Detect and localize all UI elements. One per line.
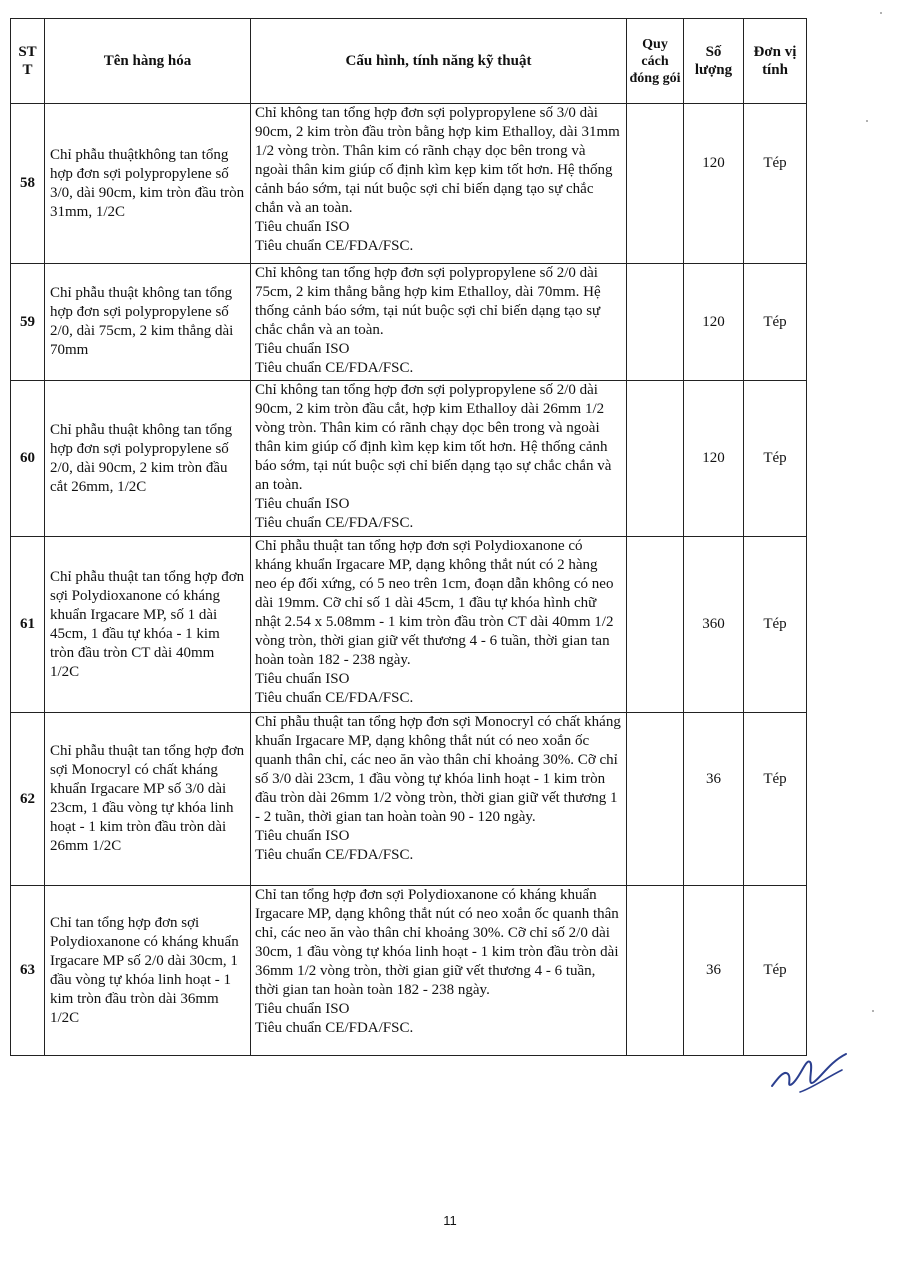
spec-standard: Tiêu chuẩn CE/FDA/FSC. — [255, 690, 414, 706]
row-product-name: Chỉ phẫu thuật không tan tổng hợp đơn sợi polypropylene số 2/0, dài 90cm, 2 kim tròn đầu cắt 26mm, 1/2C — [45, 381, 251, 537]
row-unit-value: Tép — [763, 962, 787, 978]
row-quantity — [684, 264, 744, 381]
spec-description: Chỉ không tan tổng hợp đơn sợi polypropylene số 3/0 dài 90cm, 2 kim tròn đầu tròn bằng hợp kim Ethalloy, dài 31mm 1/2 vòng tròn. Thân kim có rãnh chạy dọc bên trong và ngoài thân kim giúp cố định kìm kẹp kim tốt hơn. Hệ thống cảnh báo sớm, tại nút buộc sợi chỉ biến dạng tạo sự chắc chắn và an toàn. — [255, 105, 620, 216]
row-unit-value: Tép — [763, 616, 787, 632]
row-quantity-value: 36 — [706, 962, 721, 978]
page-number: 11 — [443, 1213, 457, 1228]
row-packaging — [627, 381, 684, 537]
row-unit-value: Tép — [763, 770, 787, 787]
row-unit-value: Tép — [763, 155, 787, 171]
row-unit — [744, 104, 807, 264]
table-row — [11, 381, 807, 537]
table-row — [11, 537, 807, 713]
row-packaging — [627, 264, 684, 381]
row-quantity-value: 360 — [702, 616, 725, 632]
spec-standard: Tiêu chuẩn CE/FDA/FSC. — [255, 515, 414, 531]
row-quantity-value: 120 — [702, 155, 725, 171]
row-stt: 59 — [11, 264, 45, 381]
row-quantity-value: 36 — [706, 770, 721, 787]
spec-standard: Tiêu chuẩn ISO — [255, 1001, 350, 1017]
row-unit — [744, 264, 807, 381]
row-quantity — [684, 381, 744, 537]
header-product-name: Tên hàng hóa — [45, 19, 251, 104]
table-row — [11, 886, 807, 1056]
spec-description: Chỉ không tan tổng hợp đơn sợi polypropylene số 2/0 dài 75cm, 2 kim thẳng bằng hợp kim Ethalloy, dài 70mm. Hệ thống cảnh báo sớm, tại nút buộc sợi chỉ biến dạng tạo sự chắc chắn và an toàn. — [255, 265, 601, 338]
spec-description: Chỉ tan tổng hợp đơn sợi Polydioxanone có kháng khuẩn Irgacare MP, dạng không thắt nút có neo xoắn ốc quanh thân chỉ, các neo ăn vào thân chỉ khoảng 30%. Cỡ chỉ số 2/0 dài 30cm, 1 đầu vòng tự khóa linh hoạt - 1 kim tròn đầu tròn dài 36mm 1/2 vòng tròn, thời gian giữ vết thương 4 - 6 tuần, thời gian tan hoàn toàn 182 - 238 ngày. — [255, 887, 619, 998]
row-unit — [744, 537, 807, 713]
header-quantity: Số lượng — [684, 19, 744, 104]
scan-speck — [866, 120, 868, 122]
spec-standard: Tiêu chuẩn CE/FDA/FSC. — [255, 238, 414, 254]
row-packaging — [627, 537, 684, 713]
product-spec-table — [10, 18, 807, 1056]
row-specification — [251, 886, 627, 1056]
row-stt: 60 — [11, 381, 45, 537]
spec-description: Chỉ không tan tổng hợp đơn sợi polypropylene số 2/0 dài 90cm, 2 kim tròn đầu cắt, hợp kim Ethalloy dài 26mm 1/2 vòng tròn. Thân kim có rãnh chạy dọc bên trong và ngoài thân kim giúp cố định kìm kẹp kim tốt hơn. Hệ thống cảnh báo sớm, tại nút buộc sợi chỉ biến dạng tạo sự chắc chắn và an toàn. — [255, 382, 612, 493]
table-row — [11, 104, 807, 264]
header-stt: ST T — [11, 19, 45, 104]
row-stt: 62 — [11, 713, 45, 886]
header-packaging: Quy cách đóng gói — [627, 19, 684, 104]
spec-standard: Tiêu chuẩn ISO — [255, 219, 350, 235]
spec-standard: Tiêu chuẩn ISO — [255, 496, 350, 512]
row-unit — [744, 713, 807, 886]
table-row — [11, 713, 807, 886]
signature-icon — [770, 1048, 850, 1098]
row-specification — [251, 104, 627, 264]
spec-standard: Tiêu chuẩn CE/FDA/FSC. — [255, 847, 414, 863]
spec-standard: Tiêu chuẩn ISO — [255, 671, 350, 687]
row-product-name: Chỉ phẫu thuật tan tổng hợp đơn sợi Polydioxanone có kháng khuẩn Irgacare MP, số 1 dài 45cm, 1 đầu tự khóa - 1 kim tròn đầu tròn CT dài 40mm 1/2C — [45, 537, 251, 713]
row-unit-value: Tép — [763, 313, 787, 330]
header-unit: Đơn vị tính — [744, 19, 807, 104]
row-quantity-value: 120 — [702, 450, 725, 466]
row-product-name: Chỉ phẫu thuật tan tổng hợp đơn sợi Monocryl có chất kháng khuẩn Irgacare MP số 3/0 dài 23cm, 1 đầu vòng tự khóa linh hoạt - 1 kim tròn đầu tròn dài 26mm 1/2C — [45, 713, 251, 886]
row-stt: 63 — [11, 886, 45, 1056]
header-specification: Cấu hình, tính năng kỹ thuật — [251, 19, 627, 104]
row-quantity — [684, 104, 744, 264]
scan-speck — [880, 12, 882, 14]
row-quantity-value: 120 — [702, 313, 725, 330]
row-packaging — [627, 886, 684, 1056]
spec-standard: Tiêu chuẩn CE/FDA/FSC. — [255, 360, 414, 376]
row-product-name: Chỉ phẫu thuậtkhông tan tổng hợp đơn sợi polypropylene số 3/0, dài 90cm, kim tròn đầu tròn 31mm, 1/2C — [45, 104, 251, 264]
row-quantity — [684, 537, 744, 713]
row-specification — [251, 713, 627, 886]
row-product-name: Chỉ phẫu thuật không tan tổng hợp đơn sợi polypropylene số 2/0, dài 75cm, 2 kim thẳng dài 70mm — [45, 264, 251, 381]
row-packaging — [627, 104, 684, 264]
row-specification — [251, 537, 627, 713]
row-unit — [744, 381, 807, 537]
spec-standard: Tiêu chuẩn ISO — [255, 341, 350, 357]
row-unit-value: Tép — [763, 450, 787, 466]
row-stt: 61 — [11, 537, 45, 713]
row-specification — [251, 264, 627, 381]
spec-standard: Tiêu chuẩn CE/FDA/FSC. — [255, 1020, 414, 1036]
row-quantity — [684, 713, 744, 886]
scan-speck — [872, 1010, 874, 1012]
table-header-row — [11, 19, 807, 104]
spec-description: Chỉ phẫu thuật tan tổng hợp đơn sợi Polydioxanone có kháng khuẩn Irgacare MP, dạng không thắt nút có 2 hàng neo ép đối xứng, có 5 neo trên 1cm, đoạn dẫn không có neo dài 19mm. Cỡ chỉ số 1 dài 45cm, 1 đầu tự khóa hình chữ nhật 2.54 x 5.08mm - 1 kim tròn đầu tròn CT dài 40mm 1/2 vòng tròn, thời gian giữ vết thương 4 - 6 tuần, thời gian tan hoàn toàn 182 - 238 ngày. — [255, 538, 614, 668]
spec-standard: Tiêu chuẩn ISO — [255, 828, 350, 844]
row-stt: 58 — [11, 104, 45, 264]
spec-description: Chỉ phẫu thuật tan tổng hợp đơn sợi Monocryl có chất kháng khuẩn Irgacare MP, dạng không thắt nút có neo xoắn ốc quanh thân chỉ, các neo ăn vào thân chỉ khoảng 30%. Cỡ chỉ số 3/0 dài 23cm, 1 đầu vòng tự khóa linh hoạt - 1 kim tròn đầu tròn dài 26mm 1/2 vòng tròn, thời gian giữ vết thương 1 - 2 tuần, thời gian tan hoàn toàn 90 - 120 ngày. — [255, 714, 621, 825]
row-specification — [251, 381, 627, 537]
row-unit — [744, 886, 807, 1056]
row-quantity — [684, 886, 744, 1056]
row-product-name: Chỉ tan tổng hợp đơn sợi Polydioxanone có kháng khuẩn Irgacare MP số 2/0 dài 30cm, 1 đầu vòng tự khóa linh hoạt - 1 kim tròn đầu tròn dài 36mm 1/2C — [45, 886, 251, 1056]
table-row — [11, 264, 807, 381]
row-packaging — [627, 713, 684, 886]
